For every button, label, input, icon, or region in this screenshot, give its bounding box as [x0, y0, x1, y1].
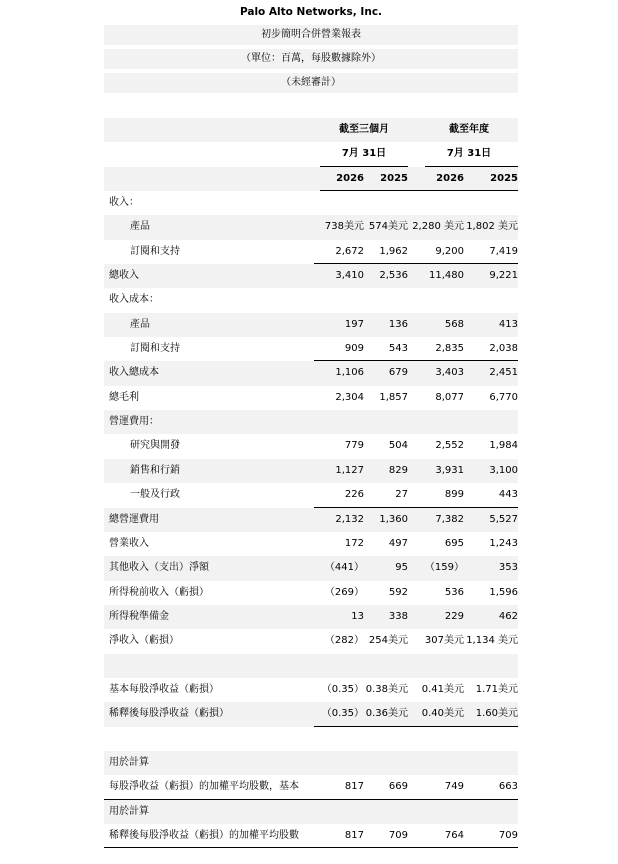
row-label: 產品	[130, 221, 150, 233]
row-value: 2,536	[379, 270, 408, 282]
row-label: 淨收入（虧損）	[109, 635, 179, 647]
row-value: 669	[388, 781, 408, 793]
row-value: 1.60美元	[475, 708, 518, 720]
row-value: 1.71美元	[475, 683, 518, 695]
row-value: 663	[498, 781, 518, 793]
row-label: 研究與開發	[130, 440, 180, 452]
row-label: 總營運費用	[109, 513, 159, 525]
table-row	[104, 800, 518, 824]
row-value: 536	[444, 586, 464, 598]
row-value: 229	[444, 610, 464, 622]
row-value: 695	[444, 537, 464, 549]
table-row	[104, 824, 518, 848]
row-label: 其他收入（支出）淨額	[109, 562, 209, 574]
row-label: 每股淨收益（虧損）的加權平均股數，基本	[109, 781, 299, 793]
table-row	[104, 191, 518, 215]
row-value: 2,672	[335, 245, 364, 257]
row-value: 462	[498, 610, 518, 622]
row-value: 2,451	[489, 367, 518, 379]
table-row	[104, 240, 518, 264]
table-row	[104, 288, 518, 312]
year-date: 7月 31日	[446, 148, 492, 160]
three-months-date: 7月 31日	[341, 148, 387, 160]
statement-title: 初步簡明合併營業報表	[104, 25, 518, 45]
row-label: 收入成本：	[109, 294, 159, 306]
three-months-heading: 截至三個月	[339, 124, 389, 135]
row-value: 2,552	[435, 440, 464, 452]
row-label: 收入：	[109, 197, 139, 209]
row-value: 779	[344, 440, 364, 452]
row-value: 3,100	[489, 464, 518, 476]
table-row	[104, 215, 518, 239]
row-value: 592	[388, 586, 408, 598]
row-value: 2,835	[435, 343, 464, 355]
row-value: 817	[344, 829, 364, 841]
table-row	[104, 410, 518, 434]
row-value: 136	[388, 318, 408, 330]
audit-note: （未經審計）	[104, 73, 518, 93]
column-header-years	[104, 167, 518, 191]
row-value: 0.41美元	[421, 683, 464, 695]
table-row	[104, 751, 518, 775]
row-value: 909	[344, 343, 364, 355]
table-row	[104, 702, 518, 726]
row-value: 1,857	[379, 391, 408, 403]
row-value: 9,221	[489, 270, 518, 282]
row-label: 營運費用：	[109, 416, 159, 428]
row-label: 銷售和行銷	[130, 464, 180, 476]
row-value: （282）	[324, 635, 364, 647]
row-value: 0.40美元	[421, 708, 464, 720]
row-value: （159）	[424, 562, 464, 574]
row-value: 497	[388, 537, 408, 549]
row-label: 一般及行政	[130, 489, 180, 501]
row-value: （269）	[324, 586, 364, 598]
row-value: 413	[498, 318, 518, 330]
row-label: 營業收入	[109, 537, 149, 549]
row-label: 稀釋後每股淨收益（虧損）的加權平均股數	[109, 829, 299, 841]
row-value: 0.36美元	[365, 708, 408, 720]
row-value: 0.38美元	[365, 683, 408, 695]
year-col-2: 2025	[380, 172, 408, 184]
row-value: 8,077	[435, 391, 464, 403]
row-value: 899	[444, 489, 464, 501]
row-value: 2,132	[335, 513, 364, 525]
table-row	[104, 508, 518, 532]
row-value: （0.35）	[321, 708, 364, 720]
row-value: 7,419	[489, 245, 518, 257]
row-value: （441）	[324, 562, 364, 574]
row-value: 543	[388, 343, 408, 355]
row-value: 27	[395, 489, 408, 501]
row-value: 1,360	[379, 513, 408, 525]
table-row	[104, 727, 518, 751]
year-col-3: 2026	[436, 172, 464, 184]
row-value: 764	[444, 829, 464, 841]
year-col-1: 2026	[336, 172, 364, 184]
row-value: 2,304	[335, 391, 364, 403]
table-row	[104, 264, 518, 288]
row-value: 353	[498, 562, 518, 574]
row-label: 基本每股淨收益（虧損）	[109, 683, 219, 695]
row-label: 總毛利	[109, 391, 139, 403]
row-label: 所得稅準備金	[109, 610, 169, 622]
row-label: 訂閱和支持	[130, 245, 180, 257]
row-value: 226	[344, 489, 364, 501]
table-row	[104, 775, 518, 799]
units-note: （單位：百萬，每股數據除外）	[104, 49, 518, 69]
row-value: 3,410	[335, 270, 364, 282]
table-row	[104, 459, 518, 483]
row-label: 總收入	[109, 270, 139, 282]
row-value: 749	[444, 781, 464, 793]
income-statement-table	[104, 118, 518, 848]
row-value: 95	[395, 562, 408, 574]
year-heading: 截至年度	[449, 124, 489, 135]
row-value: 679	[388, 367, 408, 379]
row-value: 1,802 美元	[466, 221, 518, 233]
row-value: 709	[388, 829, 408, 841]
company-name: Palo Alto Networks, Inc.	[104, 3, 518, 23]
row-value: 307美元	[424, 635, 464, 647]
row-value: 1,134 美元	[466, 635, 518, 647]
table-row	[104, 483, 518, 507]
row-value: 254美元	[368, 635, 408, 647]
table-body	[104, 191, 518, 848]
table-row	[104, 434, 518, 458]
table-row	[104, 629, 518, 653]
row-label: 用於計算	[109, 805, 149, 817]
table-row	[104, 556, 518, 580]
table-row	[104, 361, 518, 385]
row-value: 738美元	[324, 221, 364, 233]
row-value: 443	[498, 489, 518, 501]
column-header-row-2	[104, 142, 518, 166]
row-value: 6,770	[489, 391, 518, 403]
row-value: 829	[388, 464, 408, 476]
row-value: 1,127	[335, 464, 364, 476]
row-label: 收入總成本	[109, 367, 159, 379]
row-underline	[104, 847, 518, 848]
row-value: 2,280 美元	[412, 221, 464, 233]
row-value: 709	[498, 829, 518, 841]
table-row	[104, 337, 518, 361]
row-value: 3,931	[435, 464, 464, 476]
column-header-row-1	[104, 118, 518, 142]
row-value: 1,243	[489, 537, 518, 549]
row-value: 568	[444, 318, 464, 330]
row-label: 稀釋後每股淨收益（虧損）	[109, 708, 229, 720]
row-value: 1,106	[335, 367, 364, 379]
row-value: 1,984	[489, 440, 518, 452]
row-value: 2,038	[489, 343, 518, 355]
row-value: 13	[351, 610, 364, 622]
row-value: 172	[344, 537, 364, 549]
row-value: 3,403	[435, 367, 464, 379]
table-row	[104, 678, 518, 702]
table-row	[104, 386, 518, 410]
row-value: 5,527	[489, 513, 518, 525]
row-label: 訂閱和支持	[130, 343, 180, 355]
row-value: （0.35）	[321, 683, 364, 695]
row-label: 所得稅前收入（虧損）	[109, 586, 209, 598]
table-row	[104, 605, 518, 629]
table-row	[104, 654, 518, 678]
row-value: 197	[344, 318, 364, 330]
table-row	[104, 313, 518, 337]
row-value: 9,200	[435, 245, 464, 257]
row-label: 用於計算	[109, 756, 149, 768]
row-value: 504	[388, 440, 408, 452]
row-value: 7,382	[435, 513, 464, 525]
row-value: 574美元	[368, 221, 408, 233]
year-col-4: 2025	[490, 172, 518, 184]
table-row	[104, 532, 518, 556]
row-value: 1,962	[379, 245, 408, 257]
table-row	[104, 581, 518, 605]
row-value: 338	[388, 610, 408, 622]
row-value: 1,596	[489, 586, 518, 598]
row-label: 產品	[130, 318, 150, 330]
row-value: 11,480	[429, 270, 464, 282]
row-value: 817	[344, 781, 364, 793]
